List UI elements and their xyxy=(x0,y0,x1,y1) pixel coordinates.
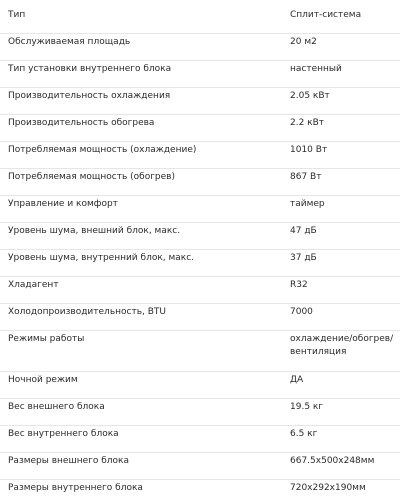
spec-value: 20 м2 xyxy=(290,37,317,47)
spec-row-weight-indoor xyxy=(0,428,400,453)
spec-value: 6.5 кг xyxy=(290,429,318,439)
spec-label: Обслуживаемая площадь xyxy=(8,37,131,47)
spec-row-cooling-capacity xyxy=(0,90,400,115)
spec-value: R32 xyxy=(290,280,308,290)
spec-value: 37 дБ xyxy=(290,253,317,263)
spec-label: Производительность обогрева xyxy=(8,118,155,128)
spec-row-install-type xyxy=(0,63,400,88)
spec-label: Уровень шума, внешний блок, макс. xyxy=(8,226,181,236)
spec-row-power-cooling xyxy=(0,144,400,169)
spec-row-noise-indoor xyxy=(0,252,400,277)
spec-row-area xyxy=(0,36,400,61)
spec-row-size-indoor xyxy=(0,482,400,500)
spec-row-modes xyxy=(0,333,400,372)
spec-label: Тип установки внутреннего блока xyxy=(8,64,172,74)
spec-value: 667.5x500x248мм xyxy=(290,456,375,466)
spec-label: Вес внешнего блока xyxy=(8,402,105,412)
spec-label: Хладагент xyxy=(8,280,59,290)
spec-value: охлаждение/обогрев/ вентиляция xyxy=(290,334,394,357)
spec-row-weight-outdoor xyxy=(0,401,400,426)
spec-value: 2.05 кВт xyxy=(290,91,330,101)
spec-row-refrigerant xyxy=(0,279,400,304)
spec-label: Размеры внешнего блока xyxy=(8,456,129,466)
spec-row-heating-capacity xyxy=(0,117,400,142)
spec-label: Режимы работы xyxy=(8,334,85,344)
spec-label: Ночной режим xyxy=(8,375,78,385)
spec-row-control xyxy=(0,198,400,223)
spec-value: 2.2 кВт xyxy=(290,118,325,128)
spec-label: Потребляемая мощность (охлаждение) xyxy=(8,145,197,155)
spec-row-type xyxy=(0,9,400,34)
spec-label: Уровень шума, внутренний блок, макс. xyxy=(8,253,195,263)
spec-value: настенный xyxy=(290,64,342,74)
spec-label: Вес внутреннего блока xyxy=(8,429,119,439)
spec-label: Размеры внутреннего блока xyxy=(8,483,143,493)
spec-row-size-outdoor xyxy=(0,455,400,480)
spec-value: 7000 xyxy=(290,307,313,317)
spec-row-night-mode xyxy=(0,374,400,399)
spec-label: Управление и комфорт xyxy=(8,199,118,209)
spec-value: 47 дБ xyxy=(290,226,317,236)
spec-row-noise-outdoor xyxy=(0,225,400,250)
spec-label: Холодопроизводительность, BTU xyxy=(8,307,166,317)
spec-value: Сплит-система xyxy=(290,10,362,20)
spec-value: 720x292x190мм xyxy=(290,483,366,493)
spec-value: таймер xyxy=(290,199,325,209)
spec-value: 1010 Вт xyxy=(290,145,328,155)
spec-value: 867 Вт xyxy=(290,172,322,182)
spec-row-btu xyxy=(0,306,400,331)
spec-value: 19.5 кг xyxy=(290,402,324,412)
spec-label: Тип xyxy=(8,10,26,20)
spec-value: ДА xyxy=(290,375,304,385)
spec-label: Потребляемая мощность (обогрев) xyxy=(8,172,175,182)
spec-row-power-heating xyxy=(0,171,400,196)
spec-label: Производительность охлаждения xyxy=(8,91,171,101)
